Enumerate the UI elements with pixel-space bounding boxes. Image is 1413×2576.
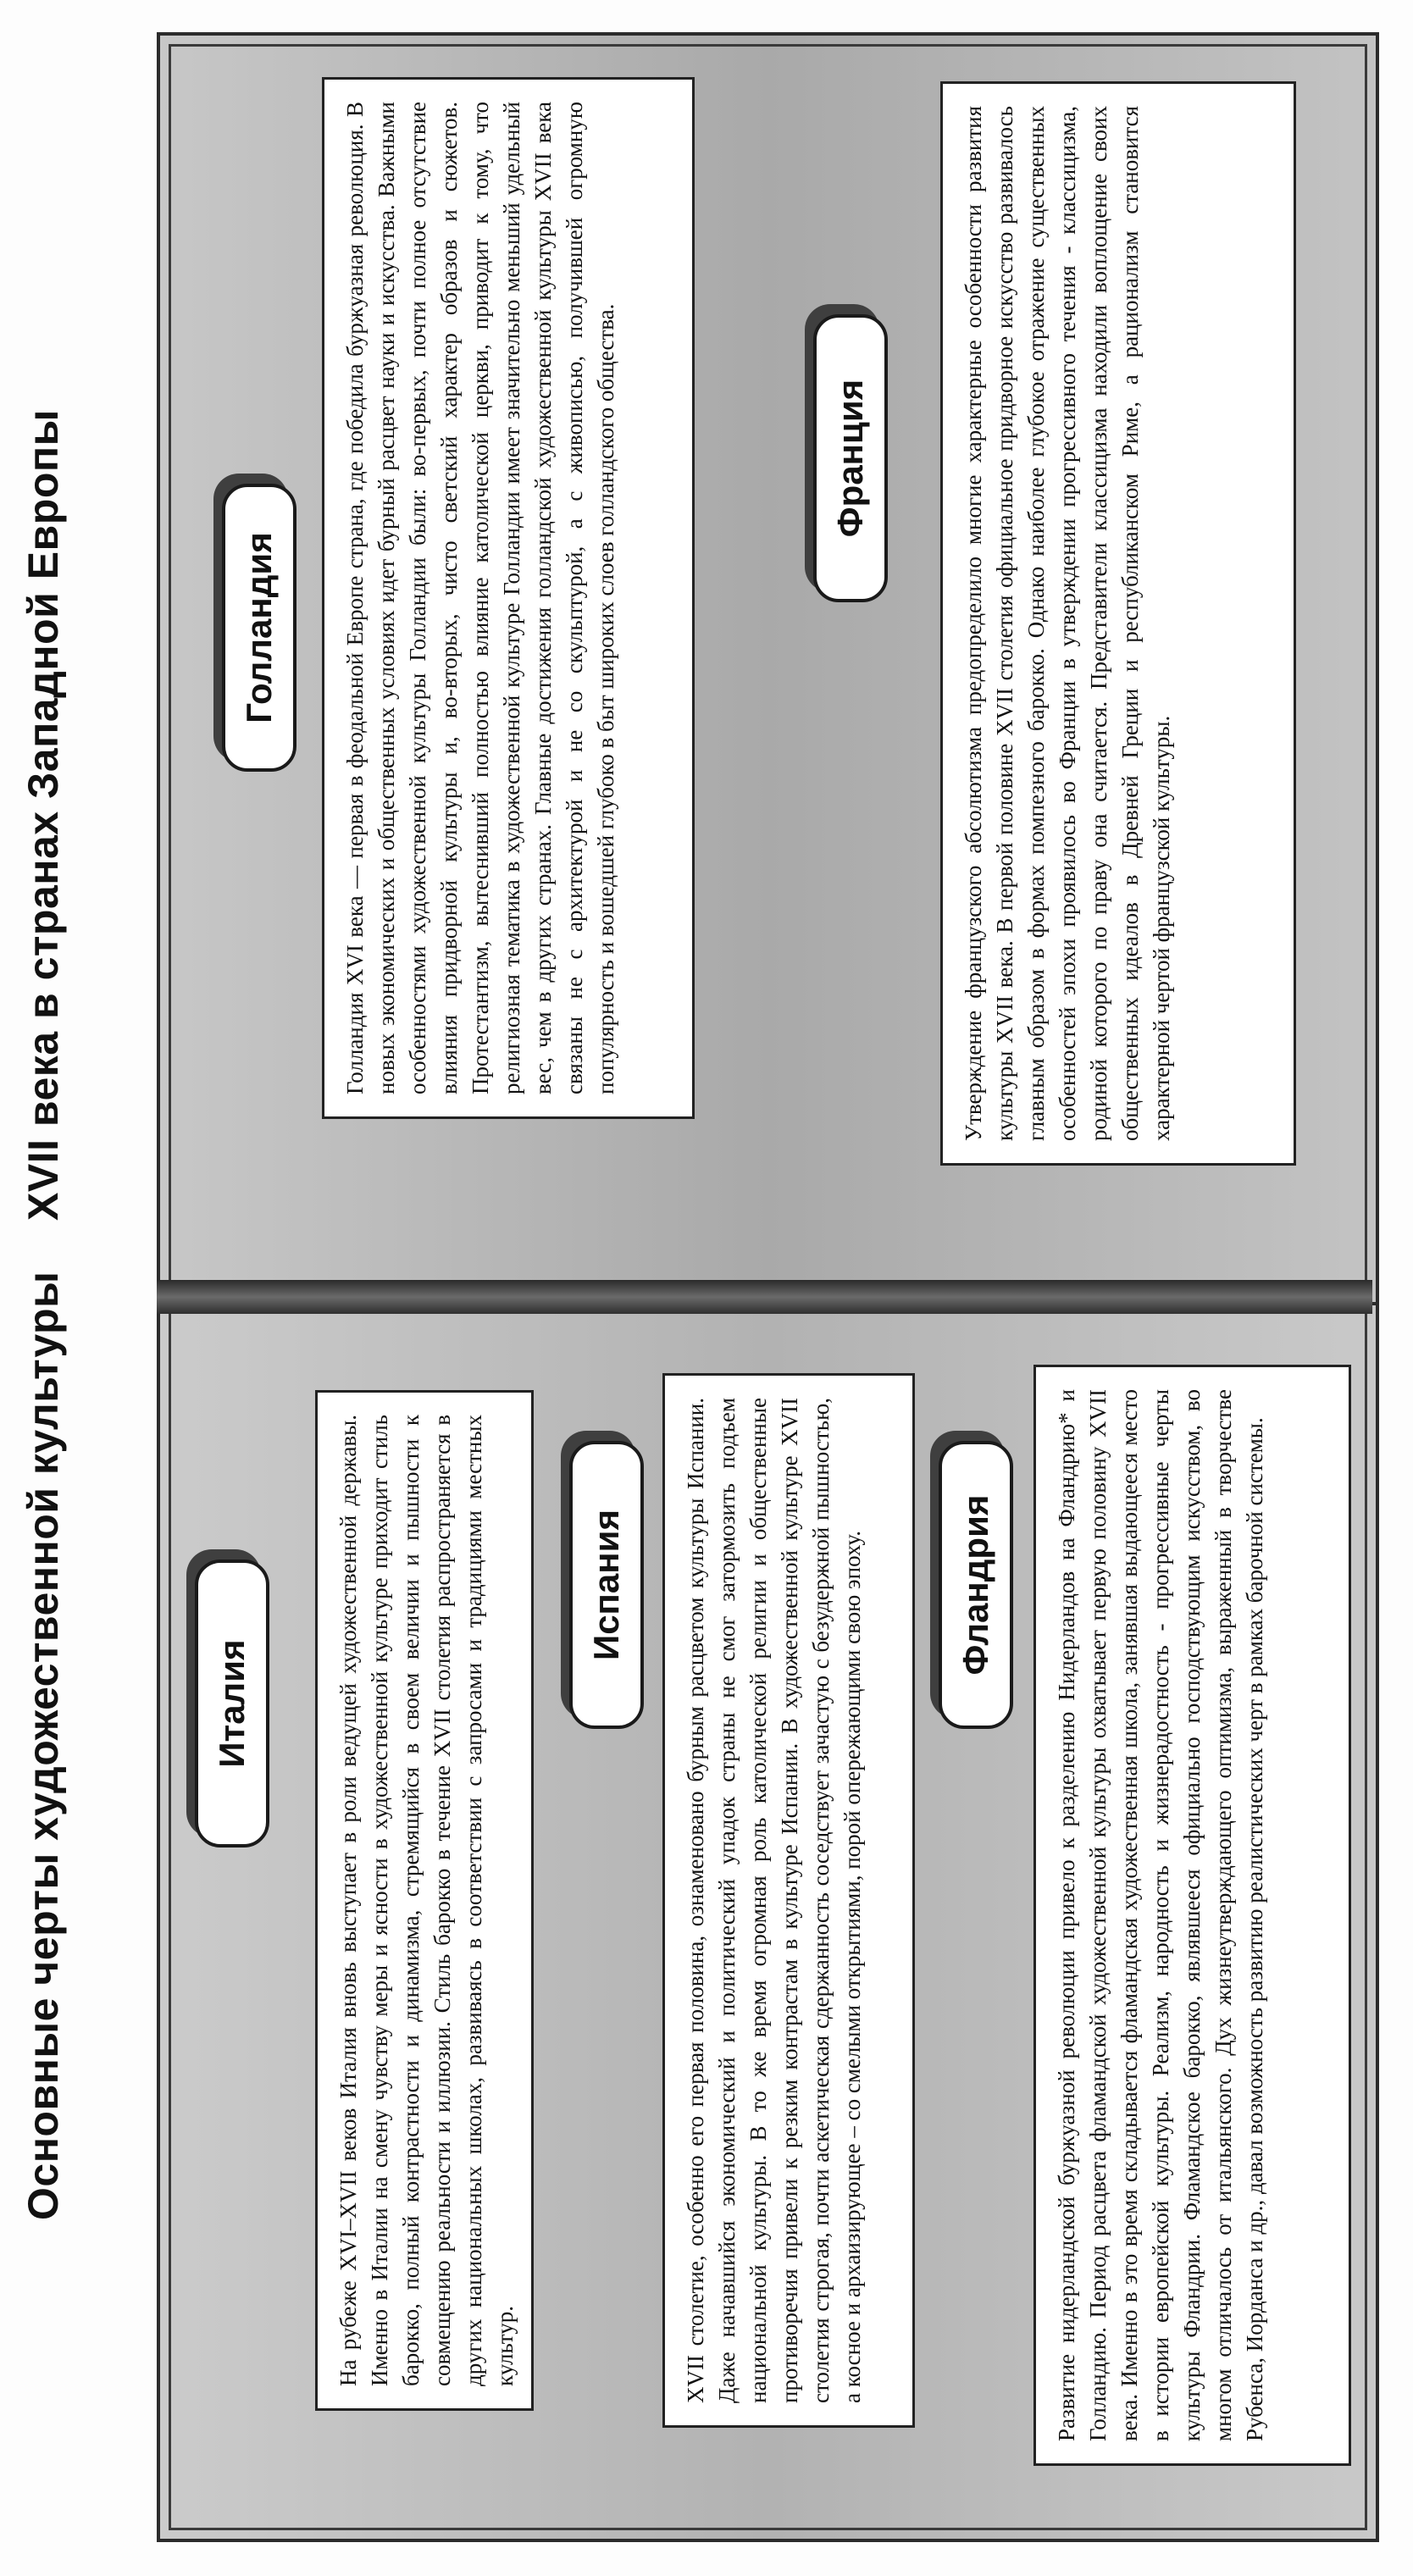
label-spain: Испания xyxy=(569,1441,644,1729)
main-title-left: Основные черты художественной культуры xyxy=(19,1271,67,2220)
text-italy: На рубеже XVI–XVII веков Италия вновь выступает в роли ведущей художественной державы. Именно в Италии на смену чувству меры и ясности в художественной культуре приходит стиль барокко, полный контрастности и динамизма, стремящийся в своем величии и пышности к совмещению реальности и иллюзии. Стиль барокко в течение XVII столетия распространяется в других национальных школах, развиваясь в соответствии с запросами и традициями местных культур. xyxy=(315,1390,534,2411)
text-flanders: Развитие нидерландской буржуазной революции привело к разделению Нидерландов на Фландрию* и Голландию. Период расцвета фламандской художественной культуры охватывает первую половину XVII века. Именно в это время складывается фламандская художественная школа, занявшая выдающееся место в истории европейской культуры. Реализм, народность и жизнерадостность - прогрессивные черты культуры Фландрии. Фламандское барокко, являвшееся официально господствующим искусством, во многом отличалось от итальянского. Дух жизнеутверждающего оптимизма, выраженный в творчестве Рубенса, Иорданса и др., давал возможность развитию реалистических черт в рамках барочной системы. xyxy=(1033,1365,1351,2466)
label-holland: Голландия xyxy=(222,484,296,772)
text-spain: XVII столетие, особенно его первая половина, ознаменовано бурным расцветом культуры Испании. Даже начавшийся экономический и политический упадок страны не смог затормозить подъем национальной культуры. В то же время огромная роль католической религии и общественные противоречия привели к резким контрастам в культуре Испании. В художественной культуре XVII столетия строгая, почти аскетическая сдержанность соседствует зачастую с безудержной пышностью, а косное и архаизирующее – со смелыми открытиями, порой опережающими свою эпоху. xyxy=(662,1373,915,2428)
main-title-right: XVII века в странах Западной Европы xyxy=(19,409,67,1221)
text-holland: Голландия XVI века — первая в феодальной Европе страна, где победила буржуазная революция. В новых экономических и общественных условиях идет бурный расцвет науки и искусства. Важными особенностями художественной культуры Голландии были: во-первых, почти полное отсутствие влияния придворной культуры и, во-вторых, чисто светский характер образов и сюжетов. Протестантизм, вытеснивший полностью влияние католической церкви, приводит к тому, что религиозная тематика в художественной культуре Голландии имеет значительно меньший удельный вес, чем в других странах. Главные достижения голландской художественной культуры XVII века связаны не с архитектурой и не со скульптурой, а с живописью, получившей огромную популярность и вошедшей глубоко в быт широких слоев голландского общества. xyxy=(322,77,695,1119)
page-fold xyxy=(157,1280,1372,1314)
label-flanders: Фландрия xyxy=(939,1441,1013,1729)
text-france: Утверждение французского абсолютизма предопределило многие характерные особенности развития культуры XVII века. В первой половине XVII столетия официальное придворное искусство развивалось главным образом в формах помпезного барокко. Однако наиболее глубокое отражение существенных особенностей эпохи проявилось во Франции в утверждении прогрессивного течения - классицизма, родиной которого по праву она считается. Представители классицизма находили воплощение своих общественных идеалов в Древней Греции и республиканском Риме, а рационализм становится характерной чертой французской культуры. xyxy=(940,81,1296,1166)
label-france: Франция xyxy=(813,314,888,602)
label-italy: Италия xyxy=(195,1559,269,1848)
